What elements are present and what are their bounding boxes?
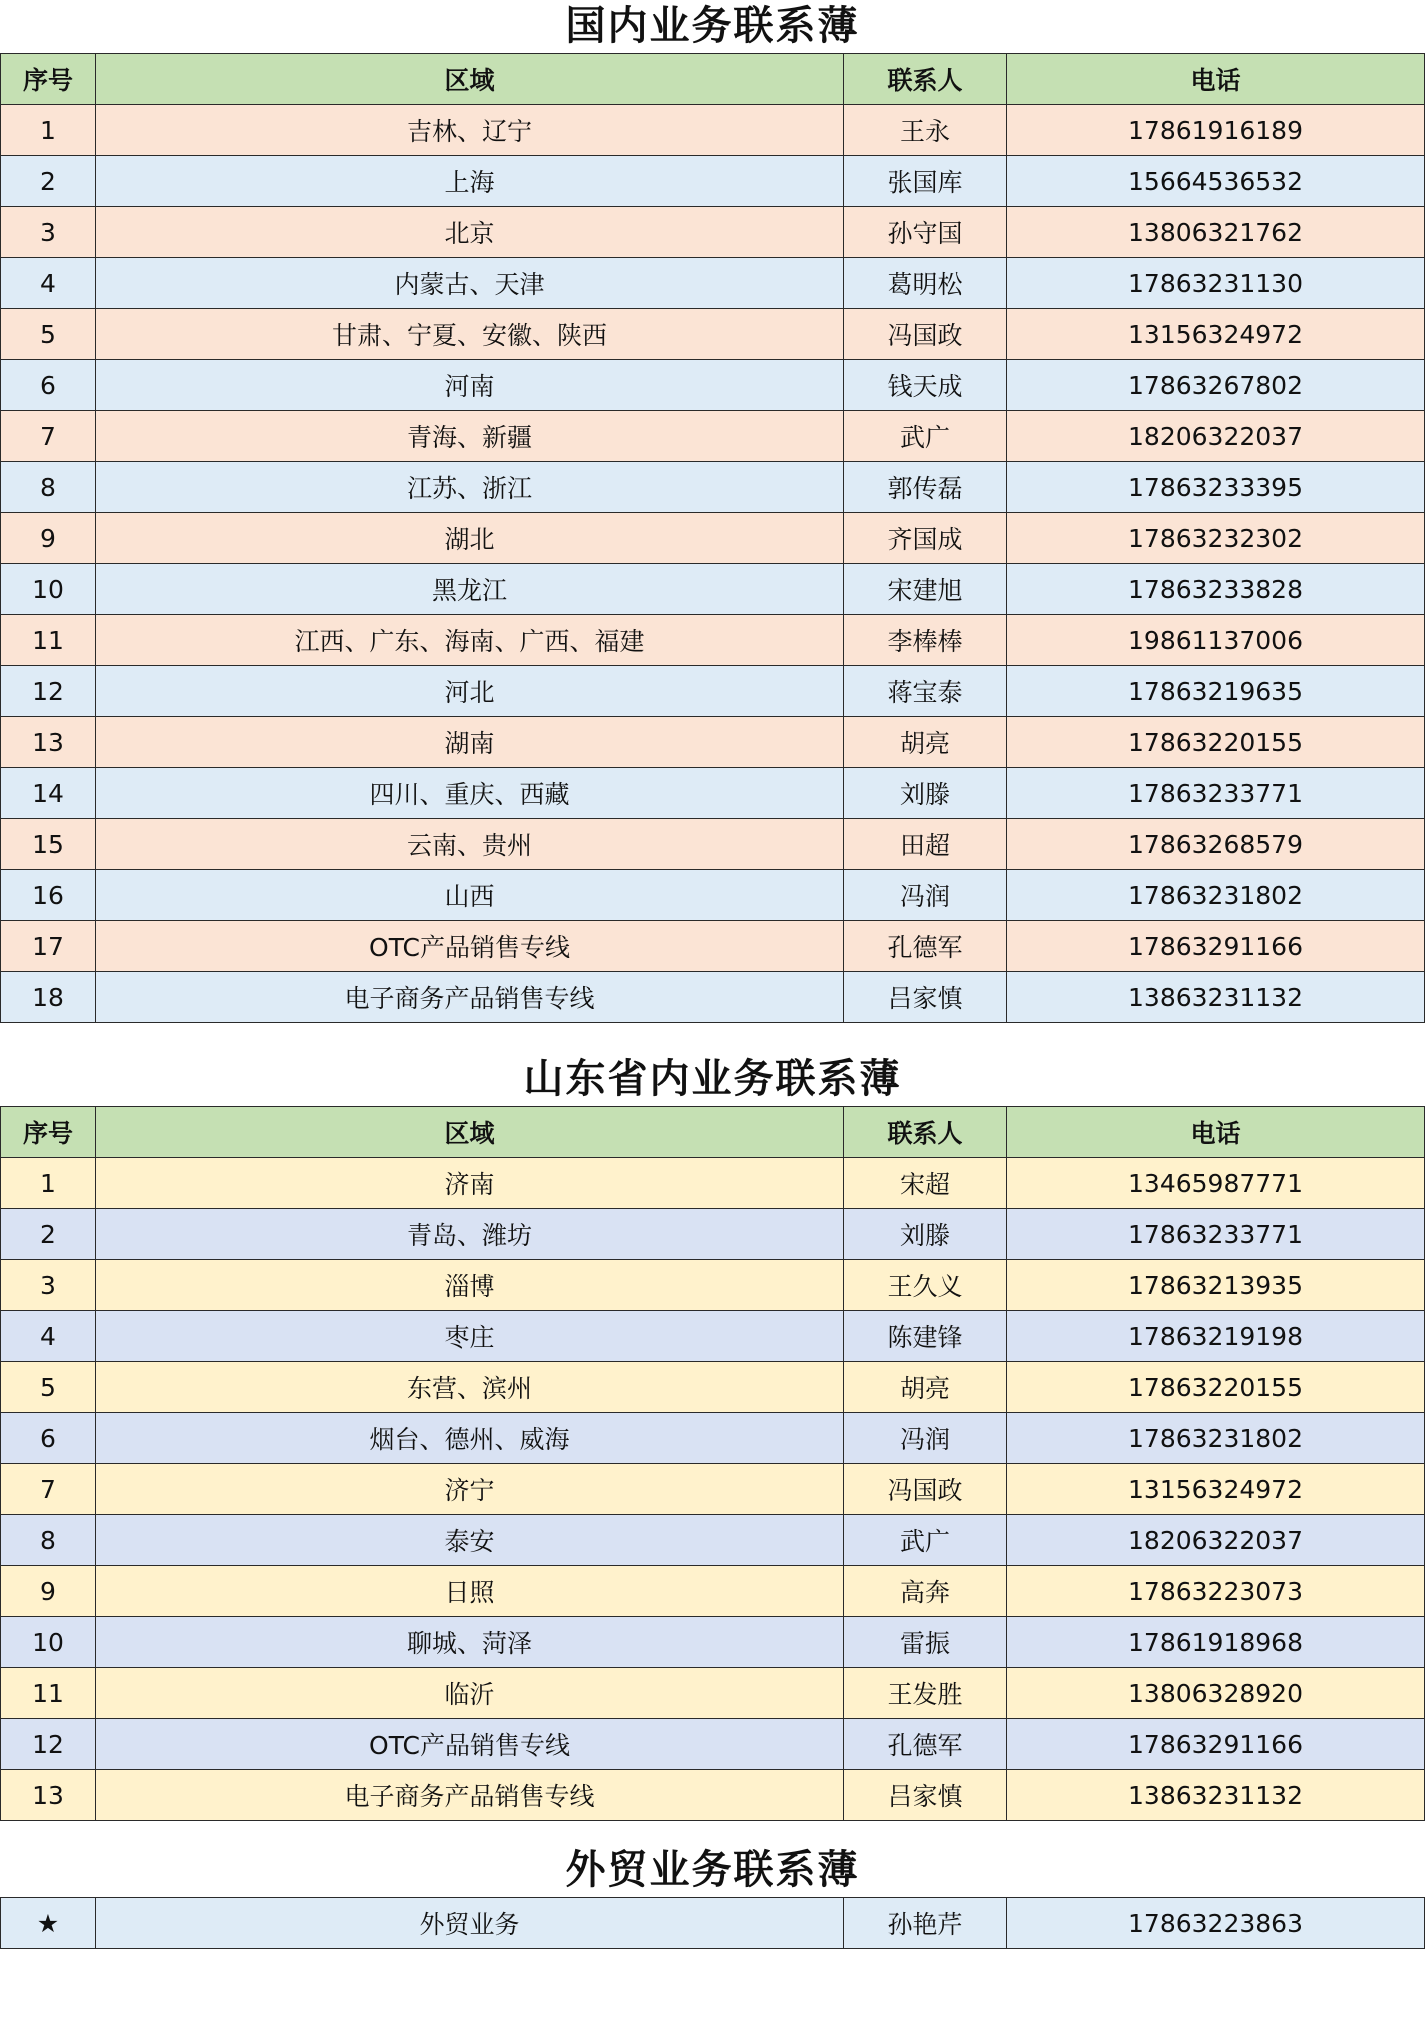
- shandong-contacts-table: [0, 1106, 1425, 1821]
- table-row: [1, 1413, 1425, 1464]
- row-region: 日照: [96, 1566, 844, 1617]
- row-contact: 宋建旭: [844, 564, 1007, 615]
- row-phone: 17863233771: [1007, 768, 1425, 819]
- row-contact: 武广: [844, 1515, 1007, 1566]
- table-row: [1, 921, 1425, 972]
- table-row: [1, 1719, 1425, 1770]
- row-phone: 17863268579: [1007, 819, 1425, 870]
- row-contact: 王永: [844, 105, 1007, 156]
- row-contact: 孙艳芹: [844, 1898, 1007, 1949]
- row-contact: 雷振: [844, 1617, 1007, 1668]
- row-phone: 17863220155: [1007, 1362, 1425, 1413]
- row-contact: 冯润: [844, 1413, 1007, 1464]
- row-index: 12: [1, 1719, 96, 1770]
- row-contact: 武广: [844, 411, 1007, 462]
- row-region: 湖北: [96, 513, 844, 564]
- row-index: 5: [1, 309, 96, 360]
- table-row: [1, 1668, 1425, 1719]
- row-region: 临沂: [96, 1668, 844, 1719]
- row-index: 9: [1, 513, 96, 564]
- row-contact: 李棒棒: [844, 615, 1007, 666]
- row-phone: 17863231130: [1007, 258, 1425, 309]
- row-phone: 17863233395: [1007, 462, 1425, 513]
- row-region: 河南: [96, 360, 844, 411]
- row-region: 烟台、德州、威海: [96, 1413, 844, 1464]
- section-title-domestic: 国内业务联系薄: [565, 3, 860, 49]
- row-region: 云南、贵州: [96, 819, 844, 870]
- row-phone: 18206322037: [1007, 1515, 1425, 1566]
- row-contact: 陈建锋: [844, 1311, 1007, 1362]
- table-row: [1, 411, 1425, 462]
- header-region: 区域: [96, 54, 844, 105]
- row-phone: 13465987771: [1007, 1158, 1425, 1209]
- row-region: 青海、新疆: [96, 411, 844, 462]
- row-index: 1: [1, 1158, 96, 1209]
- foreign-trade-contacts-table: [0, 1897, 1425, 1949]
- row-region: 江苏、浙江: [96, 462, 844, 513]
- header-index: 序号: [1, 54, 96, 105]
- row-region: 枣庄: [96, 1311, 844, 1362]
- row-contact: 孔德军: [844, 921, 1007, 972]
- row-index: 7: [1, 1464, 96, 1515]
- row-region: 吉林、辽宁: [96, 105, 844, 156]
- table-row: [1, 258, 1425, 309]
- row-contact: 吕家慎: [844, 1770, 1007, 1821]
- table-row: [1, 1311, 1425, 1362]
- row-index: 8: [1, 1515, 96, 1566]
- row-phone: 17863231802: [1007, 870, 1425, 921]
- row-phone: 17863223073: [1007, 1566, 1425, 1617]
- row-region: 北京: [96, 207, 844, 258]
- row-phone: 17861916189: [1007, 105, 1425, 156]
- row-phone: 17863232302: [1007, 513, 1425, 564]
- row-index: 14: [1, 768, 96, 819]
- row-phone: 13863231132: [1007, 972, 1425, 1023]
- row-region: 河北: [96, 666, 844, 717]
- table-row: [1, 1617, 1425, 1668]
- row-contact: 冯润: [844, 870, 1007, 921]
- row-contact: 冯国政: [844, 309, 1007, 360]
- table-row: [1, 1464, 1425, 1515]
- row-contact: 高奔: [844, 1566, 1007, 1617]
- row-phone: 17863219198: [1007, 1311, 1425, 1362]
- header-contact: 联系人: [844, 1107, 1007, 1158]
- row-region: 电子商务产品销售专线: [96, 972, 844, 1023]
- row-region: 聊城、菏泽: [96, 1617, 844, 1668]
- table-row: [1, 564, 1425, 615]
- row-region: 上海: [96, 156, 844, 207]
- row-region: 江西、广东、海南、广西、福建: [96, 615, 844, 666]
- row-phone: 15664536532: [1007, 156, 1425, 207]
- table-row: [1, 207, 1425, 258]
- header-phone: 电话: [1007, 1107, 1425, 1158]
- row-phone: 17861918968: [1007, 1617, 1425, 1668]
- table-row: [1, 1566, 1425, 1617]
- row-contact: 郭传磊: [844, 462, 1007, 513]
- row-phone: 17863291166: [1007, 1719, 1425, 1770]
- table-row: [1, 972, 1425, 1023]
- row-contact: 宋超: [844, 1158, 1007, 1209]
- row-region: 济宁: [96, 1464, 844, 1515]
- row-index: 4: [1, 258, 96, 309]
- row-region: 湖南: [96, 717, 844, 768]
- row-contact: 刘滕: [844, 1209, 1007, 1260]
- table-row: [1, 819, 1425, 870]
- table-row: [1, 1362, 1425, 1413]
- table-row: [1, 717, 1425, 768]
- header-contact: 联系人: [844, 54, 1007, 105]
- row-index: 5: [1, 1362, 96, 1413]
- row-index: 6: [1, 360, 96, 411]
- row-index: 2: [1, 1209, 96, 1260]
- row-region: 青岛、潍坊: [96, 1209, 844, 1260]
- row-index: 2: [1, 156, 96, 207]
- row-index: 3: [1, 207, 96, 258]
- row-phone: 17863213935: [1007, 1260, 1425, 1311]
- row-contact: 孙守国: [844, 207, 1007, 258]
- row-index: 17: [1, 921, 96, 972]
- row-index: 3: [1, 1260, 96, 1311]
- row-phone: 13156324972: [1007, 309, 1425, 360]
- table-row: [1, 1158, 1425, 1209]
- table-row: [1, 1260, 1425, 1311]
- table-row: [1, 870, 1425, 921]
- row-contact: 胡亮: [844, 1362, 1007, 1413]
- table-row: [1, 309, 1425, 360]
- row-region: 泰安: [96, 1515, 844, 1566]
- header-phone: 电话: [1007, 54, 1425, 105]
- table-row: [1, 1209, 1425, 1260]
- row-index: 13: [1, 1770, 96, 1821]
- row-phone: 18206322037: [1007, 411, 1425, 462]
- row-contact: 钱天成: [844, 360, 1007, 411]
- header-index: 序号: [1, 1107, 96, 1158]
- table-header-row: [1, 54, 1425, 105]
- row-contact: 孔德军: [844, 1719, 1007, 1770]
- row-region: OTC产品销售专线: [96, 1719, 844, 1770]
- row-region: 山西: [96, 870, 844, 921]
- row-phone: 17863231802: [1007, 1413, 1425, 1464]
- row-index: ★: [1, 1898, 96, 1949]
- row-contact: 齐国成: [844, 513, 1007, 564]
- row-phone: 19861137006: [1007, 615, 1425, 666]
- row-phone: 13806321762: [1007, 207, 1425, 258]
- row-phone: 13156324972: [1007, 1464, 1425, 1515]
- row-contact: 冯国政: [844, 1464, 1007, 1515]
- section-title-foreign-trade: 外贸业务联系薄: [565, 1847, 860, 1893]
- table-row: [1, 462, 1425, 513]
- row-index: 12: [1, 666, 96, 717]
- row-contact: 王发胜: [844, 1668, 1007, 1719]
- table-row: [1, 105, 1425, 156]
- row-index: 1: [1, 105, 96, 156]
- row-phone: 17863233828: [1007, 564, 1425, 615]
- table-row: [1, 156, 1425, 207]
- row-region: OTC产品销售专线: [96, 921, 844, 972]
- row-region: 外贸业务: [96, 1898, 844, 1949]
- header-region: 区域: [96, 1107, 844, 1158]
- table-header-row: [1, 1107, 1425, 1158]
- row-phone: 17863219635: [1007, 666, 1425, 717]
- row-phone: 17863223863: [1007, 1898, 1425, 1949]
- row-contact: 吕家慎: [844, 972, 1007, 1023]
- row-region: 内蒙古、天津: [96, 258, 844, 309]
- row-region: 黑龙江: [96, 564, 844, 615]
- row-index: 7: [1, 411, 96, 462]
- table-row: [1, 360, 1425, 411]
- row-index: 11: [1, 1668, 96, 1719]
- row-region: 电子商务产品销售专线: [96, 1770, 844, 1821]
- row-region: 东营、滨州: [96, 1362, 844, 1413]
- row-contact: 张国库: [844, 156, 1007, 207]
- row-index: 4: [1, 1311, 96, 1362]
- row-index: 10: [1, 564, 96, 615]
- row-index: 8: [1, 462, 96, 513]
- table-row: [1, 1515, 1425, 1566]
- row-phone: 13863231132: [1007, 1770, 1425, 1821]
- row-contact: 蒋宝泰: [844, 666, 1007, 717]
- row-phone: 17863233771: [1007, 1209, 1425, 1260]
- row-region: 淄博: [96, 1260, 844, 1311]
- row-phone: 13806328920: [1007, 1668, 1425, 1719]
- row-contact: 王久义: [844, 1260, 1007, 1311]
- table-row: [1, 768, 1425, 819]
- row-phone: 17863220155: [1007, 717, 1425, 768]
- row-contact: 刘滕: [844, 768, 1007, 819]
- row-index: 13: [1, 717, 96, 768]
- table-row: [1, 615, 1425, 666]
- row-contact: 田超: [844, 819, 1007, 870]
- row-index: 10: [1, 1617, 96, 1668]
- row-index: 15: [1, 819, 96, 870]
- row-index: 6: [1, 1413, 96, 1464]
- row-index: 18: [1, 972, 96, 1023]
- row-index: 16: [1, 870, 96, 921]
- table-row: [1, 1770, 1425, 1821]
- section-title-shandong: 山东省内业务联系薄: [523, 1056, 902, 1102]
- row-phone: 17863291166: [1007, 921, 1425, 972]
- row-region: 济南: [96, 1158, 844, 1209]
- row-index: 11: [1, 615, 96, 666]
- row-region: 四川、重庆、西藏: [96, 768, 844, 819]
- row-index: 9: [1, 1566, 96, 1617]
- domestic-contacts-table: [0, 53, 1425, 1023]
- table-row: [1, 1898, 1425, 1949]
- row-region: 甘肃、宁夏、安徽、陕西: [96, 309, 844, 360]
- row-phone: 17863267802: [1007, 360, 1425, 411]
- row-contact: 葛明松: [844, 258, 1007, 309]
- table-row: [1, 666, 1425, 717]
- table-row: [1, 513, 1425, 564]
- row-contact: 胡亮: [844, 717, 1007, 768]
